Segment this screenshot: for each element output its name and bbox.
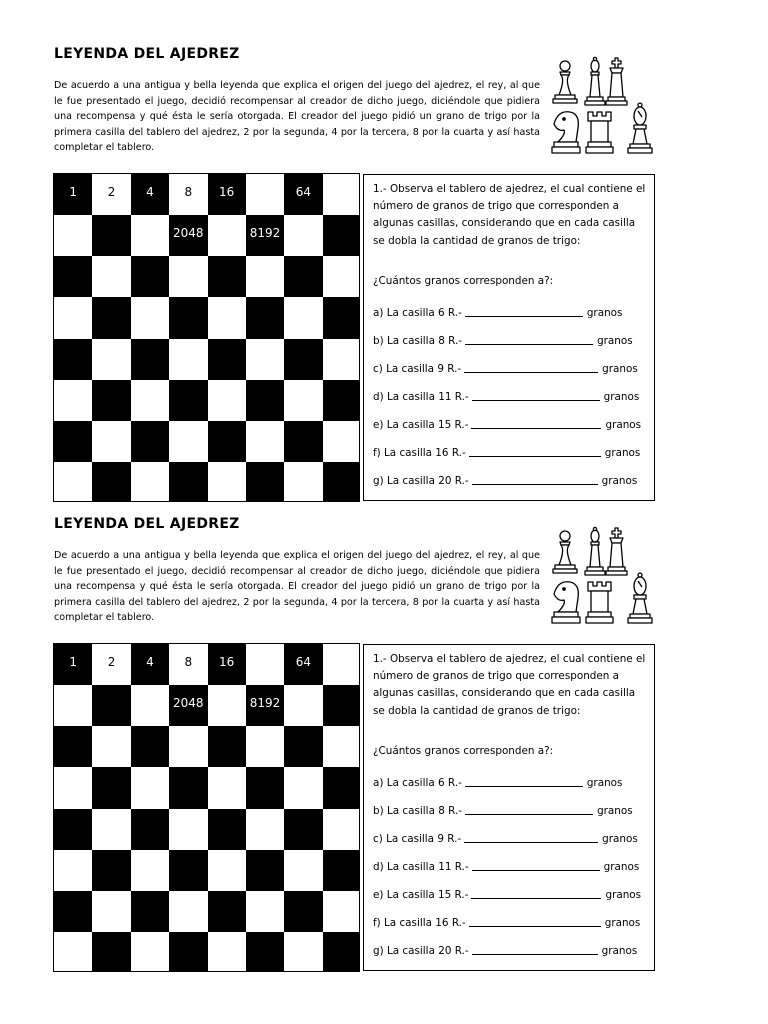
board-square <box>169 809 207 850</box>
question-item-label: e) La casilla 15 R.- <box>373 419 469 431</box>
board-square <box>246 215 284 256</box>
question-item <box>373 831 638 845</box>
question-item <box>373 389 639 403</box>
board-square <box>54 809 92 850</box>
board-square <box>284 215 322 256</box>
board-square <box>284 685 322 726</box>
board-square <box>54 462 92 502</box>
knight-icon <box>552 112 580 153</box>
board-square <box>284 891 322 932</box>
square-grain-count: 64 <box>295 185 312 199</box>
board-square <box>246 685 284 726</box>
board-square <box>208 380 246 421</box>
board-square <box>169 380 207 421</box>
board-square <box>323 421 360 462</box>
rook-icon <box>586 582 613 623</box>
chess-pieces-illustration <box>548 526 658 634</box>
board-square <box>284 644 322 685</box>
question-item-label: f) La casilla 16 R.- <box>373 917 466 929</box>
board-square <box>246 891 284 932</box>
answer-blank[interactable] <box>465 803 593 815</box>
unit-label: granos <box>604 917 641 929</box>
king-icon <box>606 58 627 105</box>
board-square <box>131 339 169 380</box>
bishop-icon <box>628 573 652 623</box>
unit-label: granos <box>605 419 642 431</box>
board-square <box>54 339 92 380</box>
knight-icon <box>552 582 580 623</box>
board-square <box>169 891 207 932</box>
board-square <box>131 297 169 338</box>
board-square <box>131 380 169 421</box>
board-square <box>92 809 130 850</box>
question-item <box>373 775 622 789</box>
board-square <box>131 256 169 297</box>
question-item <box>373 803 633 817</box>
pawn-icon <box>553 61 577 103</box>
square-grain-count: 2048 <box>173 226 204 241</box>
unit-label: granos <box>603 391 640 403</box>
answer-blank[interactable] <box>471 417 601 429</box>
board-square <box>169 339 207 380</box>
board-square <box>92 850 130 891</box>
board-square <box>92 932 130 972</box>
question-item-label: b) La casilla 8 R.- <box>373 335 463 347</box>
worksheet-copy <box>0 510 768 980</box>
board-square <box>54 644 92 685</box>
board-square <box>131 767 169 808</box>
question-prompt: ¿Cuántos granos corresponden a?: <box>373 275 554 287</box>
board-square <box>208 850 246 891</box>
question-prompt: ¿Cuántos granos corresponden a?: <box>373 745 554 757</box>
board-square <box>54 932 92 972</box>
question-instructions: 1.- Observa el tablero de ajedrez, el cual contiene el número de granos de trigo que corresponden a algunas casillas, considerando que en cada casilla se dobla la cantidad de granos de trigo: <box>373 653 646 717</box>
board-square <box>323 932 360 972</box>
board-square <box>323 339 360 380</box>
board-square <box>131 932 169 972</box>
board-square <box>323 809 360 850</box>
square-grain-count: 1 <box>69 655 77 669</box>
unit-label: granos <box>602 363 638 375</box>
board-square <box>246 297 284 338</box>
board-square <box>54 685 92 726</box>
question-item-label: a) La casilla 6 R.- <box>373 777 462 789</box>
legend-paragraph: De acuerdo a una antigua y bella leyenda que explica el origen del juego del ajedrez, el rey, al que le fue presentado el juego, decidió recompensar al creador de dicho juego, diciéndole que pidiera una recompensa y qué ésta le sería otorgada. El creador del juego pidió un grano de trigo por la primera casilla del tablero del ajedrez, 2 por la segunda, 4 por la tercera, 8 por la cuarta y así hasta completar el tablero. <box>54 80 540 153</box>
question-item <box>373 333 633 347</box>
board-square <box>92 891 130 932</box>
board-square <box>92 462 130 502</box>
board-square <box>323 644 360 685</box>
question-item-label: a) La casilla 6 R.- <box>373 307 462 319</box>
square-grain-count: 2048 <box>173 696 204 711</box>
board-square <box>284 421 322 462</box>
board-square <box>246 809 284 850</box>
board-square <box>208 421 246 462</box>
square-grain-count: 2 <box>107 655 116 669</box>
board-square <box>323 174 360 215</box>
board-square <box>169 297 207 338</box>
board-square <box>284 809 322 850</box>
board-square <box>323 297 360 338</box>
bishop-icon <box>585 57 605 105</box>
answer-blank[interactable] <box>465 333 593 345</box>
board-square <box>54 174 92 215</box>
square-grain-count: 8 <box>184 655 193 669</box>
rook-icon <box>586 112 613 153</box>
question-item <box>373 473 637 487</box>
chess-board <box>53 643 360 972</box>
board-square <box>284 726 322 767</box>
board-square <box>246 174 284 215</box>
chess-board <box>53 173 360 502</box>
board-square <box>92 256 130 297</box>
answer-blank[interactable] <box>472 943 598 955</box>
board-square <box>284 339 322 380</box>
board-square <box>92 339 130 380</box>
answer-blank[interactable] <box>465 305 583 317</box>
unit-label: granos <box>605 889 642 901</box>
bishop-icon <box>628 103 652 153</box>
board-square <box>284 380 322 421</box>
square-grain-count: 8192 <box>249 696 281 711</box>
answer-blank[interactable] <box>464 361 598 373</box>
worksheet-title: LEYENDA DEL AJEDREZ <box>54 46 240 62</box>
question-item-label: c) La casilla 9 R.- <box>373 363 462 375</box>
board-square <box>323 380 360 421</box>
answer-blank[interactable] <box>472 389 600 401</box>
worksheet-title: LEYENDA DEL AJEDREZ <box>54 516 240 532</box>
board-square <box>208 339 246 380</box>
board-square <box>323 256 360 297</box>
question-instructions: 1.- Observa el tablero de ajedrez, el cual contiene el número de granos de trigo que corresponden a algunas casillas, considerando que en cada casilla se dobla la cantidad de granos de trigo: <box>373 183 646 247</box>
board-square <box>246 767 284 808</box>
unit-label: granos <box>597 805 633 817</box>
board-square <box>92 685 130 726</box>
square-grain-count: 1 <box>69 185 77 199</box>
board-square <box>208 726 246 767</box>
board-square <box>169 174 207 215</box>
question-item-label: b) La casilla 8 R.- <box>373 805 463 817</box>
board-square <box>208 891 246 932</box>
board-square <box>208 297 246 338</box>
board-square <box>92 726 130 767</box>
board-square <box>169 644 207 685</box>
board-square <box>246 462 284 502</box>
unit-label: granos <box>601 475 638 487</box>
board-square <box>54 421 92 462</box>
answer-blank[interactable] <box>469 915 601 927</box>
board-square <box>323 850 360 891</box>
board-square <box>246 339 284 380</box>
question-item-label: c) La casilla 9 R.- <box>373 833 462 845</box>
square-grain-count: 4 <box>146 185 154 199</box>
worksheet-copy <box>0 40 768 510</box>
board-square <box>92 421 130 462</box>
question-box <box>363 644 655 971</box>
board-square <box>208 174 246 215</box>
board-square <box>92 767 130 808</box>
question-box <box>363 174 655 501</box>
board-square <box>208 462 246 502</box>
board-square <box>323 215 360 256</box>
board-square <box>54 215 92 256</box>
board-square <box>169 256 207 297</box>
board-square <box>246 421 284 462</box>
board-square <box>131 421 169 462</box>
unit-label: granos <box>604 447 641 459</box>
board-square <box>131 726 169 767</box>
board-square <box>169 685 207 726</box>
board-square <box>54 891 92 932</box>
board-square <box>208 809 246 850</box>
question-item-label: f) La casilla 16 R.- <box>373 447 466 459</box>
unit-label: granos <box>603 861 640 873</box>
board-square <box>246 644 284 685</box>
board-square <box>323 685 360 726</box>
board-square <box>169 215 207 256</box>
board-square <box>284 256 322 297</box>
chess-pieces-illustration <box>548 56 658 164</box>
question-item-label: d) La casilla 11 R.- <box>373 861 469 873</box>
board-square <box>323 891 360 932</box>
board-square <box>246 850 284 891</box>
square-grain-count: 64 <box>295 655 312 669</box>
board-square <box>131 462 169 502</box>
board-square <box>54 726 92 767</box>
question-item-label: e) La casilla 15 R.- <box>373 889 469 901</box>
question-item <box>373 915 640 929</box>
board-square <box>169 932 207 972</box>
square-grain-count: 8192 <box>249 226 281 241</box>
board-square <box>92 215 130 256</box>
board-square <box>284 767 322 808</box>
board-square <box>92 644 130 685</box>
board-square <box>131 174 169 215</box>
question-item <box>373 445 640 459</box>
square-grain-count: 16 <box>219 185 235 199</box>
board-square <box>246 932 284 972</box>
board-square <box>208 256 246 297</box>
board-square <box>284 297 322 338</box>
bishop-icon <box>585 527 605 575</box>
board-square <box>284 850 322 891</box>
board-square <box>246 256 284 297</box>
question-item <box>373 305 622 319</box>
board-square <box>246 726 284 767</box>
answer-blank[interactable] <box>472 473 598 485</box>
unit-label: granos <box>601 945 638 957</box>
question-item <box>373 887 641 901</box>
board-square <box>284 932 322 972</box>
board-square <box>131 644 169 685</box>
board-square <box>54 850 92 891</box>
square-grain-count: 4 <box>146 655 154 669</box>
board-square <box>323 726 360 767</box>
board-square <box>131 850 169 891</box>
board-square <box>323 767 360 808</box>
question-item-label: g) La casilla 20 R.- <box>373 945 469 957</box>
board-square <box>284 462 322 502</box>
pawn-icon <box>553 531 577 573</box>
board-square <box>323 462 360 502</box>
board-square <box>92 297 130 338</box>
question-item <box>373 859 639 873</box>
king-icon <box>606 528 627 575</box>
answer-blank[interactable] <box>471 887 601 899</box>
board-square <box>284 174 322 215</box>
board-square <box>208 767 246 808</box>
board-square <box>246 380 284 421</box>
board-square <box>54 256 92 297</box>
board-square <box>54 380 92 421</box>
board-square <box>131 891 169 932</box>
question-item <box>373 943 637 957</box>
board-square <box>92 380 130 421</box>
board-square <box>169 462 207 502</box>
square-grain-count: 8 <box>184 185 193 199</box>
board-square <box>169 850 207 891</box>
answer-blank[interactable] <box>469 445 601 457</box>
question-item <box>373 361 638 375</box>
board-square <box>169 421 207 462</box>
board-square <box>92 174 130 215</box>
answer-blank[interactable] <box>465 775 583 787</box>
unit-label: granos <box>586 777 623 789</box>
board-square <box>208 644 246 685</box>
board-square <box>169 726 207 767</box>
board-square <box>54 297 92 338</box>
square-grain-count: 16 <box>219 655 235 669</box>
board-square <box>54 767 92 808</box>
answer-blank[interactable] <box>464 831 598 843</box>
board-square <box>169 767 207 808</box>
unit-label: granos <box>602 833 638 845</box>
unit-label: granos <box>597 335 633 347</box>
board-square <box>208 932 246 972</box>
unit-label: granos <box>586 307 623 319</box>
board-square <box>131 809 169 850</box>
square-grain-count: 2 <box>107 185 116 199</box>
answer-blank[interactable] <box>472 859 600 871</box>
legend-paragraph: De acuerdo a una antigua y bella leyenda que explica el origen del juego del ajedrez, el rey, al que le fue presentado el juego, decidió recompensar al creador de dicho juego, diciéndole que pidiera una recompensa y qué ésta le sería otorgada. El creador del juego pidió un grano de trigo por la primera casilla del tablero del ajedrez, 2 por la segunda, 4 por la tercera, 8 por la cuarta y así hasta completar el tablero. <box>54 550 540 623</box>
question-item-label: g) La casilla 20 R.- <box>373 475 469 487</box>
question-item-label: d) La casilla 11 R.- <box>373 391 469 403</box>
question-item <box>373 417 641 431</box>
